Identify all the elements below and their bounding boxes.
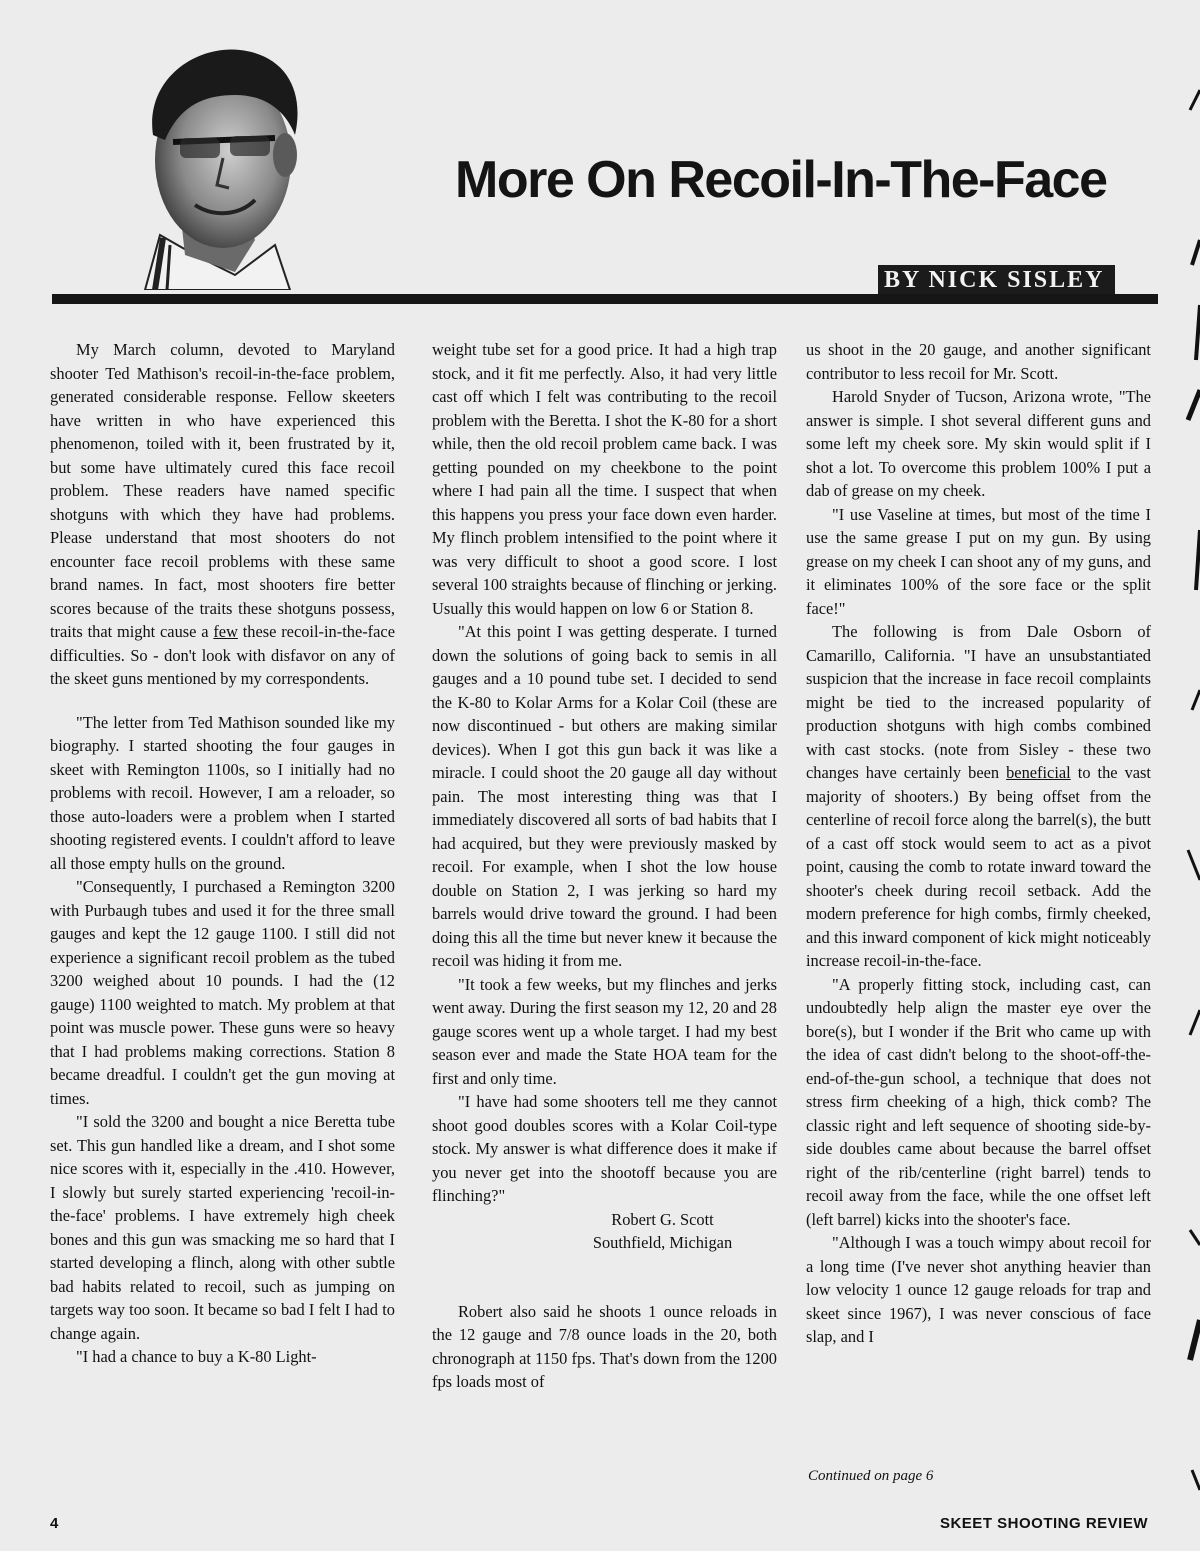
paragraph: "It took a few weeks, but my flinches and jerks went away. During the first season my 12, 20 and 28 gauge scores went up a whole target. I had my best season ever and made the State HOA team for the first and only time.	[432, 974, 777, 1088]
author-photo	[125, 40, 310, 290]
author-portrait-illustration	[125, 40, 310, 290]
paragraph: "I had a chance to buy a K-80 Light-	[76, 1347, 317, 1366]
letter-signature	[432, 1208, 777, 1255]
page-edge-marks	[1186, 0, 1200, 1551]
byline: BY NICK SISLEY	[878, 265, 1115, 295]
paragraph-text: The following is from Dale Osborn of Camarillo, California. "I have an unsubstantiated suspicion that the increase in face recoil complaints might be tied to the increased popularity of production shotguns with high combs combined with cast stocks. (note from Sisley - these two changes have certainly been	[806, 622, 1151, 782]
article-title: More On Recoil-In-The-Face	[455, 151, 1107, 209]
paragraph: weight tube set for a good price. It had a high trap stock, and it fit me perfectly. Also, it had very little cast off which I felt was contributing to the recoil problem with the Beretta. I shot the K-80 for a short while, then the old recoil problem came back. I was getting pounded on my cheekbone to the point where I had pain all the time. I suspect that when this happens you press your face down even harder. My flinch problem intensified to the point where it was very difficult to shoot a good score. I lost several 100 straights because of flinching or jerking. Usually this would happen on low 6 or Station 8.	[432, 340, 777, 618]
column-1	[50, 338, 395, 1369]
paragraph: "Consequently, I purchased a Remington 3200 with Purbaugh tubes and used it for the three small gauges and kept the 12 gauge 1100. I still did not experience a significant recoil problem as the tubed 3200 weighed about 10 pounds. I had the (12 gauge) 1100 weighted to match. My problem at that point was muscle power. These guns were so heavy that I had problems making corrections. Station 8 became dreadful. I couldn't get the gun moving at times.	[50, 877, 395, 1108]
underlined-word: beneficial	[1006, 763, 1071, 782]
publication-name: SKEET SHOOTING REVIEW	[939, 1515, 1148, 1532]
column-3	[806, 338, 1151, 1349]
paragraph-text: these recoil-in-the-face difficulties. So - don't look with disfavor on any of the skeet guns mentioned by my correspondents.	[50, 622, 395, 688]
page-number: 4	[50, 1515, 59, 1532]
paragraph: "At this point I was getting desperate. I turned down the solutions of going back to semis in all gauges and a 10 pound tube set. I decided to send the K-80 to Kolar Arms for a Kolar Coil (these are now discontinued - but others are making similar devices). When I got this gun back it was like a miracle. I could shoot the 20 gauge all day without pain. The most interesting thing was that I immediately discovered all sorts of bad habits that I had acquired, but they were previously masked by recoil. For example, when I shot the low house double on Station 2, I was jerking so hard my barrels would drive toward the ground. I had been doing this all the time but never knew it because the recoil was hiding it from me.	[432, 622, 777, 970]
header-rule	[52, 294, 1158, 304]
paragraph: "I use Vaseline at times, but most of the time I use the same grease I put on my gun. By using grease on my cheek I can shoot any of my guns, and it eliminates 100% of the sore face or the split face!"	[806, 504, 1151, 618]
paragraph: "I have had some shooters tell me they cannot shoot good doubles scores with a Kolar Coil-type stock. My answer is what difference does it make if you never get into the shootoff because you are flinching?"	[432, 1092, 777, 1205]
paragraph: Harold Snyder of Tucson, Arizona wrote, "The answer is simple. I shot several different guns and some left my cheek sore. My skin would split if I shot a lot. To overcome this problem 100% I put a dab of grease on my cheek.	[806, 387, 1151, 500]
signature-place: Southfield, Michigan	[592, 1233, 733, 1252]
paragraph-text: to the vast majority of shooters.) By being offset from the centerline of recoil force along the barrel(s), the butt of a cast off stock would seem to act as a pivot point, causing the comb to rotate inward toward the shooter's cheek during recoil setback. Add the modern preference for high combs, firmly cheeked, and this inward component of kick might noticeably increase recoil-in-the-face.	[806, 763, 1151, 970]
paragraph: us shoot in the 20 gauge, and another significant contributor to less recoil for Mr. Scott.	[806, 340, 1151, 383]
signature-name: Robert G. Scott	[611, 1209, 714, 1229]
paragraph	[50, 338, 395, 691]
paragraph: "I sold the 3200 and bought a nice Beretta tube set. This gun handled like a dream, and I shot some nice scores with it, especially in the .410. However, I slowly but surely started experiencing 'recoil-in-the-face' problems. I have extremely high cheek bones and this gun was smacking me so hard that I started developing a flinch, along with other subtle bad habits related to recoil, such as jumping on targets way too soon. It became so bad I felt I had to change again.	[50, 1112, 395, 1343]
paragraph	[806, 620, 1151, 973]
paragraph: "The letter from Ted Mathison sounded like my biography. I started shooting the four gauges in skeet with Remington 1100s, so I initially had no problems with recoil. However, I am a reloader, so those auto-loaders were a problem when I started shooting registered events. I couldn't afford to leave all those empty hulls on the ground.	[50, 712, 395, 873]
continued-note: Continued on page 6	[808, 1468, 934, 1484]
paragraph: "A properly fitting stock, including cast, can undoubtedly help align the master eye over the bore(s), but I wonder if the Brit who came up with the idea of cast didn't belong to the shoot-off-the-end-of-the-gun school, a technique that does not stress firm cheeking of a high, thick comb? The classic right and left sequence of shooting side-by-side doubles came about because the barrel offset right of the rib/centerline (right barrel) tends to recoil away from the face, while the one offset left (left barrel) kicks into the shooter's face.	[806, 974, 1151, 1229]
column-2	[432, 338, 777, 1394]
paragraph-text: My March column, devoted to Maryland shooter Ted Mathison's recoil-in-the-face problem, generated considerable response. Fellow skeeters have written in who have experienced this phenomenon, toiled with it, been frustrated by it, but some have ultimately cured this face recoil problem. These readers have named specific shotguns with which they have had problems. Please understand that most shooters do not encounter face recoil problems with these same brand names. In fact, most shooters fire better scores because of the traits these shotguns possess, traits that might cause a	[50, 340, 395, 641]
paragraph: "Although I was a touch wimpy about recoil for a long time (I've never shot anything heavier than low velocity 1 ounce 12 gauge reloads for trap and skeet since 1967), I was never conscious of face slap, and I	[806, 1233, 1151, 1346]
paragraph: Robert also said he shoots 1 ounce reloads in the 12 gauge and 7/8 ounce loads in the 20, both chronograph at 1150 fps. That's down from the 1200 fps loads most of	[432, 1301, 777, 1391]
underlined-word: few	[213, 622, 238, 641]
